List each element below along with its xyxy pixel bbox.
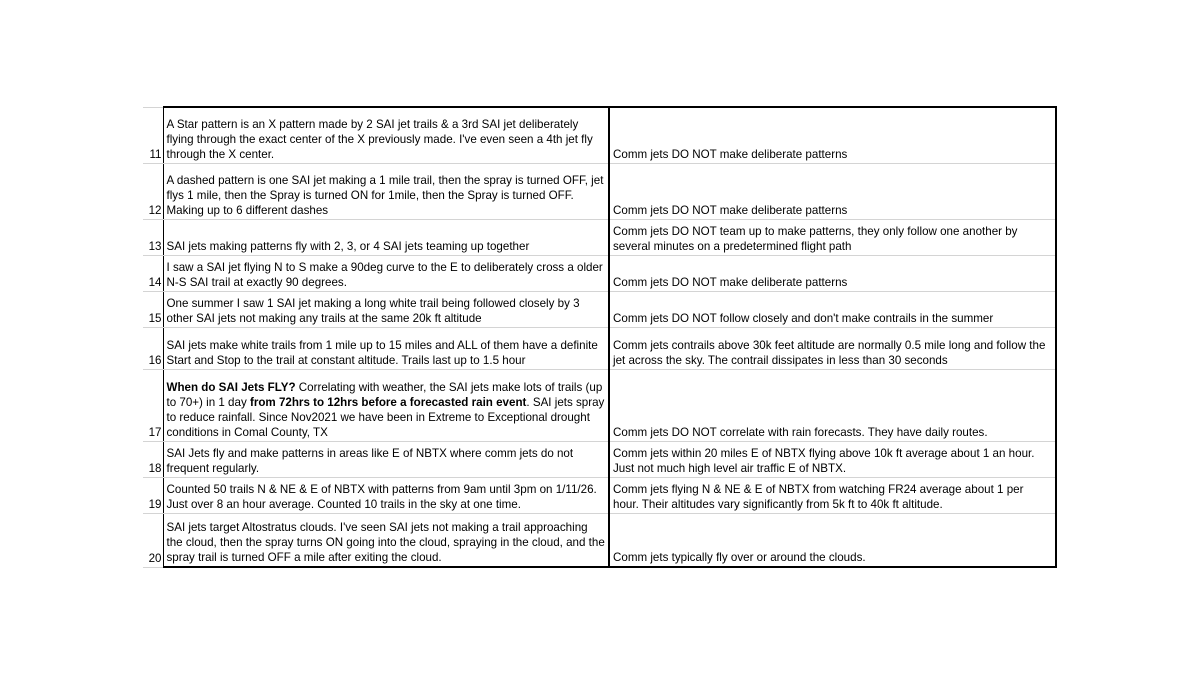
row-number: 17 [143, 369, 163, 441]
table-row [143, 327, 1056, 369]
sai-jet-cell[interactable]: A Star pattern is an X pattern made by 2 SAI jet trails & a 3rd SAI jet deliberately flying through the exact center of the X previously made. I've even seen a 4th jet fly through the X center. [163, 107, 609, 163]
sai-jet-cell[interactable]: I saw a SAI jet flying N to S make a 90deg curve to the E to deliberately cross a older N-S SAI trail at exactly 90 degrees. [163, 255, 609, 291]
row-number: 16 [143, 327, 163, 369]
bold-timeframe: from 72hrs to 12hrs before a forecasted rain event [249, 395, 527, 409]
table-row [143, 477, 1056, 513]
comm-jet-cell[interactable]: Comm jets DO NOT follow closely and don't make contrails in the summer [609, 291, 1056, 327]
row-number: 19 [143, 477, 163, 513]
table-row [143, 163, 1056, 219]
table-row [143, 513, 1056, 567]
table-row [143, 107, 1056, 163]
comm-jet-cell[interactable]: Comm jets DO NOT make deliberate patterns [609, 163, 1056, 219]
table-row [143, 441, 1056, 477]
comm-jet-cell[interactable]: Comm jets DO NOT team up to make patterns, they only follow one another by several minutes on a predetermined flight path [609, 219, 1056, 255]
sai-jet-cell[interactable]: SAI jets target Altostratus clouds. I've seen SAI jets not making a trail approaching the cloud, then the spray turns ON going into the cloud, spraying in the cloud, and the spray trail is turned OFF a mile after exiting the cloud. [163, 513, 609, 567]
row-number: 12 [143, 163, 163, 219]
sai-jet-cell[interactable] [163, 369, 609, 441]
sai-jet-cell[interactable]: SAI jets make white trails from 1 mile up to 15 miles and ALL of them have a definite Start and Stop to the trail at constant altitude. Trails last up to 1.5 hour [163, 327, 609, 369]
table-row [143, 219, 1056, 255]
sai-jet-cell[interactable]: A dashed pattern is one SAI jet making a 1 mile trail, then the spray is turned OFF, jet flys 1 mile, then the Spray is turned ON for 1mile, then the Spray is turned OFF. Making up to 6 different dashes [163, 163, 609, 219]
table-row [143, 255, 1056, 291]
row-number: 14 [143, 255, 163, 291]
comm-jet-cell[interactable]: Comm jets within 20 miles E of NBTX flying above 10k ft average about 1 an hour. Just not much high level air traffic E of NBTX. [609, 441, 1056, 477]
table-row [143, 369, 1056, 441]
row-number: 11 [143, 107, 163, 163]
comm-jet-cell[interactable]: Comm jets DO NOT make deliberate patterns [609, 255, 1056, 291]
comm-jet-cell[interactable]: Comm jets DO NOT correlate with rain forecasts. They have daily routes. [609, 369, 1056, 441]
table-row [143, 291, 1056, 327]
row-number: 13 [143, 219, 163, 255]
sai-jet-cell[interactable]: Counted 50 trails N & NE & E of NBTX with patterns from 9am until 3pm on 1/11/26. Just over 8 an hour average. Counted 10 trails in the sky at one time. [163, 477, 609, 513]
sai-jet-cell[interactable]: One summer I saw 1 SAI jet making a long white trail being followed closely by 3 other SAI jets not making any trails at the same 20k ft altitude [163, 291, 609, 327]
cell-text: . SAI jets spray to reduce rainfall. Since Nov2021 we have been in Extreme to Exceptional drought conditions in Comal County, TX [166, 395, 605, 439]
sai-jet-cell[interactable]: SAI Jets fly and make patterns in areas like E of NBTX where comm jets do not frequent regularly. [163, 441, 609, 477]
comm-jet-cell[interactable]: Comm jets flying N & NE & E of NBTX from watching FR24 average about 1 per hour. Their altitudes vary significantly from 5k ft to 40k ft altitude. [609, 477, 1056, 513]
spreadsheet-table-region [143, 106, 1056, 568]
comm-jet-cell[interactable]: Comm jets typically fly over or around the clouds. [609, 513, 1056, 567]
comm-jet-cell[interactable]: Comm jets DO NOT make deliberate patterns [609, 107, 1056, 163]
comm-jet-cell[interactable]: Comm jets contrails above 30k feet altitude are normally 0.5 mile long and follow the jet across the sky. The contrail dissipates in less than 30 seconds [609, 327, 1056, 369]
cell-text: Correlating with weather, the SAI jets make lots of trails (up to 70+) in 1 day [166, 380, 603, 409]
row-number: 18 [143, 441, 163, 477]
row-number: 20 [143, 513, 163, 567]
comparison-table [143, 106, 1057, 568]
row-number: 15 [143, 291, 163, 327]
sai-jet-cell[interactable]: SAI jets making patterns fly with 2, 3, or 4 SAI jets teaming up together [163, 219, 609, 255]
bold-question: When do SAI Jets FLY? [166, 380, 296, 394]
